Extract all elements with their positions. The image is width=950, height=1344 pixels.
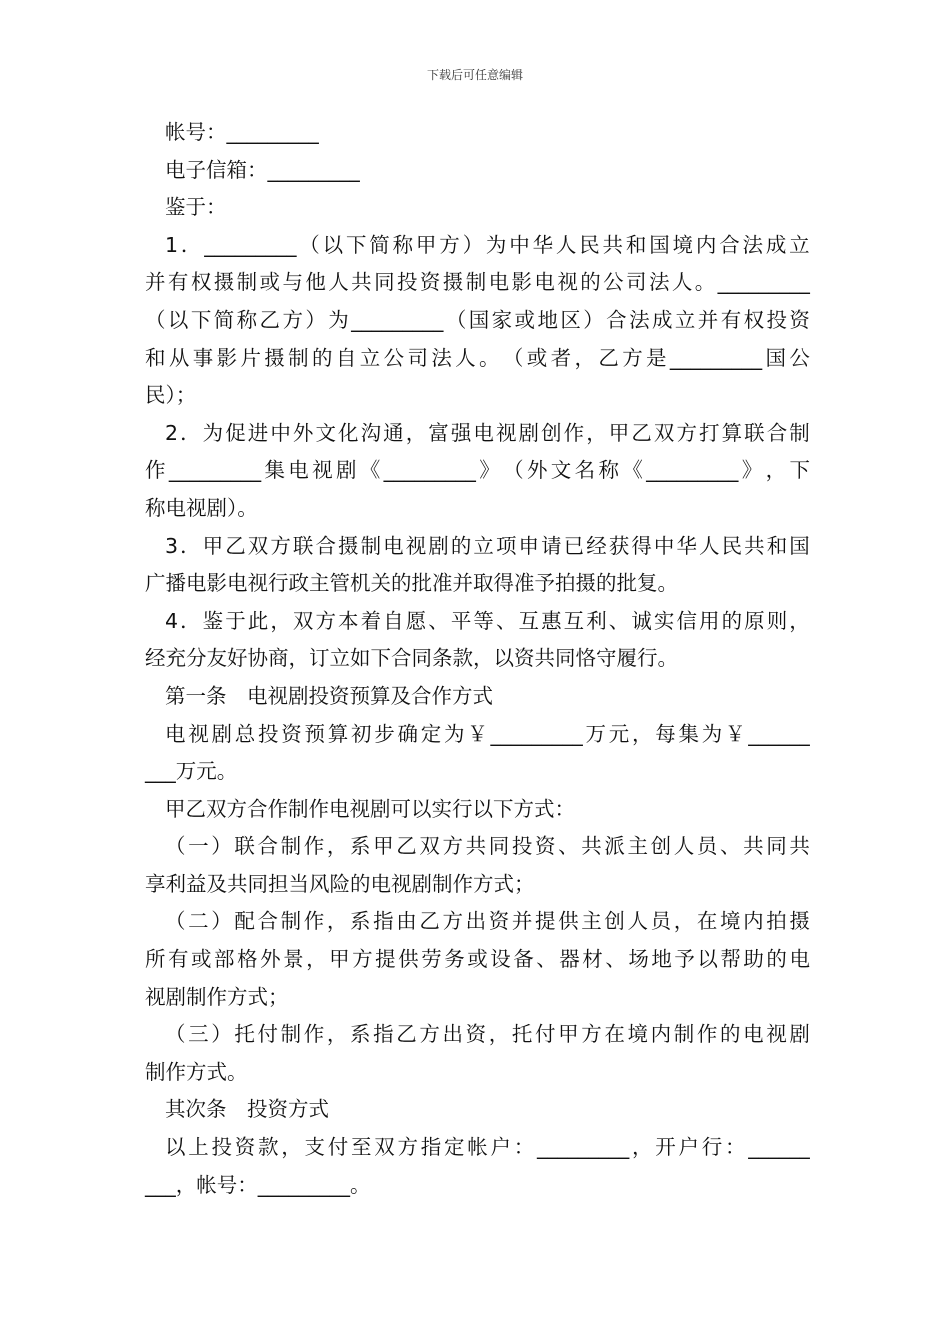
text-line: 广播电影电视行政主管机关的批准并取得准予拍摄的批复。 [145, 571, 678, 596]
document-body [145, 114, 810, 1204]
text-line: 视剧制作方式； [145, 984, 289, 1009]
text-line: 民）； [145, 383, 197, 408]
text-line: 其次条 投资方式 [165, 1097, 329, 1122]
text-line: 作 _________ 集 电 视 剧 《 _________ 》 （ 外 文 名 称 《 _________ 》 ， 下 [145, 458, 810, 483]
text-line: （ 以 下 简 称 乙 方 ） 为 _________ （ 国 家 或 地 区 ） 合 法 成 立 并 有 权 投 资 [145, 307, 810, 332]
text-line: 电子信箱：_________ [165, 157, 360, 182]
page-header: 下载后可任意编辑 [426, 68, 523, 82]
text-line: 鉴于： [165, 195, 227, 220]
text-line: 经充分友好协商，订立如下合同条款，以资共同恪守履行。 [145, 646, 678, 671]
text-line: 4 ． 鉴 于 此 ， 双 方 本 着 自 愿 、 平 等 、 互 惠 互 利 、 诚 实 信 用 的 原 则 ， [165, 608, 810, 633]
text-line: 帐号：_________ [165, 120, 319, 144]
text-line: 甲乙双方合作制作电视剧可以实行以下方式： [165, 796, 575, 821]
text-line: 3 ． 甲 乙 双 方 联 合 摄 制 电 视 剧 的 立 项 申 请 已 经 获 得 中 华 人 民 共 和 国 [165, 533, 810, 558]
text-line: （ 三 ） 托 付 制 作 ， 系 指 乙 方 出 资 ， 托 付 甲 方 在 境 内 制 作 的 电 视 剧 [165, 1022, 810, 1047]
text-line: 并 有 权 摄 制 或 与 他 人 共 同 投 资 摄 制 电 影 电 视 的 公 司 法 人 。 _________ [145, 270, 810, 295]
text-line: 称电视剧）。 [145, 495, 258, 520]
text-line: （ 一 ） 联 合 制 作 ， 系 甲 乙 双 方 共 同 投 资 、 共 派 主 创 人 员 、 共 同 共 [165, 834, 810, 859]
text-line: 和 从 事 影 片 摄 制 的 自 立 公 司 法 人 。 （ 或 者 ， 乙 方 是 _________ 国 公 [145, 345, 810, 370]
text-line: 以 上 投 资 款 ， 支 付 至 双 方 指 定 帐 户 ： _________ ， 开 户 行 ： ______ [165, 1135, 810, 1160]
text-line: 享利益及共同担当风险的电视剧制作方式； [145, 871, 535, 896]
text-line: ___万元。 [145, 759, 238, 784]
text-line: （ 二 ） 配 合 制 作 ， 系 指 由 乙 方 出 资 并 提 供 主 创 人 员 ， 在 境 内 拍 摄 [165, 909, 810, 934]
text-line: 所 有 或 部 格 外 景 ， 甲 方 提 供 劳 务 或 设 备 、 器 材 、 场 地 予 以 帮 助 的 电 [145, 947, 810, 972]
text-line: 第一条 电视剧投资预算及合作方式 [165, 683, 493, 708]
text-line: 1 ． _________ （ 以 下 简 称 甲 方 ） 为 中 华 人 民 共 和 国 境 内 合 法 成 立 [165, 232, 810, 257]
text-line: 制作方式。 [145, 1059, 248, 1084]
text-line: ___，帐号：_________。 [145, 1172, 371, 1197]
text-line: 电 视 剧 总 投 资 预 算 初 步 确 定 为 ￥ _________ 万 元 ， 每 集 为 ￥ ______ [165, 721, 810, 746]
text-line: 2 ． 为 促 进 中 外 文 化 沟 通 ， 富 强 电 视 剧 创 作 ， 甲 乙 双 方 打 算 联 合 制 [165, 420, 810, 445]
